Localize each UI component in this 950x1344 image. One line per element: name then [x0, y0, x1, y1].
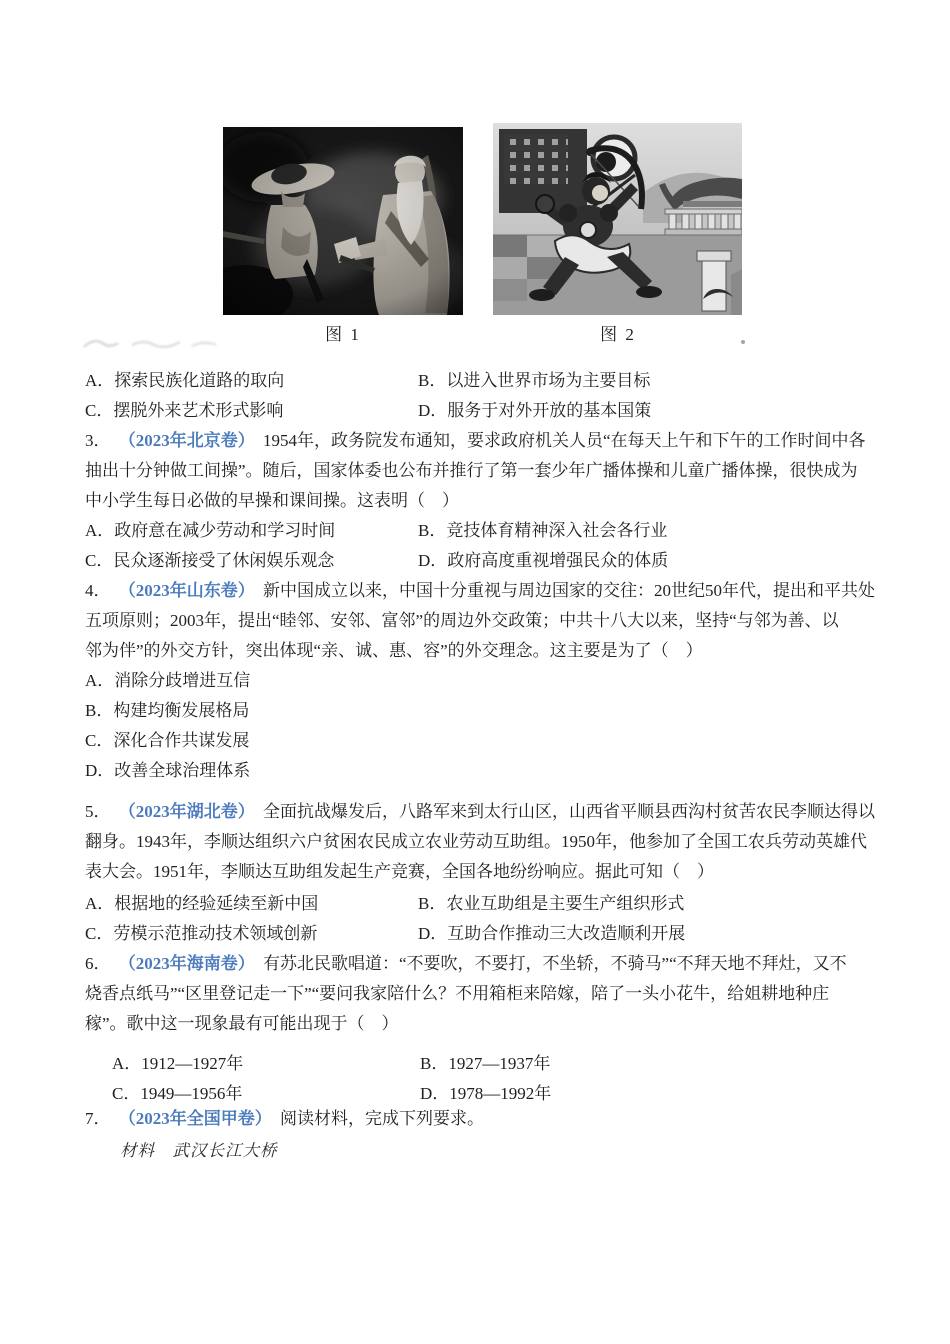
q2-option-a: A．探索民族化道路的取向 [85, 371, 285, 390]
q5-option-c: C．劳模示范推动技术领域创新 [85, 924, 318, 943]
q6-source-tag: （2023年海南卷） [118, 954, 255, 973]
figure-1-caption: 图 1 [325, 325, 361, 344]
q7-number: 7． [85, 1109, 111, 1128]
q6-line-1 [85, 949, 847, 979]
q3-option-a: A．政府意在减少劳动和学习时间 [85, 521, 336, 540]
q6-text-1: 有苏北民歌唱道：“不要吹，不要打，不坐轿，不骑马”“不拜天地不拜灶，又不 [263, 954, 847, 973]
q6-line-2: 烧香点纸马”“区里登记走一下”“要问我家陪什么？不用箱柜来陪嫁，陪了一头小花牛，给姐耕地种庄 [85, 984, 830, 1003]
q4-number: 4． [85, 581, 111, 600]
q6-line-3: 稼”。歌中这一现象最有可能出现于（ ） [85, 1014, 399, 1033]
q3-line-2: 抽出十分钟做工间操”。随后，国家体委也公布并推行了第一套少年广播体操和儿童广播体操，很快成为 [85, 461, 858, 480]
q4-option-d: D．改善全球治理体系 [85, 761, 251, 780]
q5-option-a: A．根据地的经验延续至新中国 [85, 894, 319, 913]
q6-options-row-1 [85, 1049, 551, 1079]
figure-2-image [493, 123, 742, 315]
q2-options-row-2 [85, 396, 652, 426]
q7-line-1 [85, 1104, 484, 1134]
figure-2-caption: 图 2 [600, 325, 636, 344]
q3-line-3: 中小学生每日必做的早操和课间操。这表明（ ） [85, 491, 459, 510]
q4-option-a: A．消除分歧增进互信 [85, 671, 251, 690]
q5-text-1: 全面抗战爆发后，八路军来到太行山区，山西省平顺县西沟村贫苦农民李顺达得以 [263, 802, 875, 821]
q3-source-tag: （2023年北京卷） [118, 431, 255, 450]
q7-text-1: 阅读材料，完成下列要求。 [280, 1109, 484, 1128]
q3-number: 3． [85, 431, 111, 450]
q5-options-row-1 [85, 889, 685, 919]
q2-option-c: C．摆脱外来艺术形式影响 [85, 401, 284, 420]
q4-source-tag: （2023年山东卷） [118, 581, 255, 600]
q7-material-label: 材料 武汉长江大桥 [120, 1141, 278, 1160]
q5-option-b: B．农业互助组是主要生产组织形式 [418, 894, 685, 913]
q5-line-3: 表大会。1951年，李顺达互助组发起生产竞赛，全国各地纷纷响应。据此可知（ ） [85, 862, 714, 881]
q5-line-2: 翻身。1943年，李顺达组织六户贫困农民成立农业劳动互助组。1950年，他参加了全国工农兵劳动英雄代 [85, 832, 867, 851]
q3-option-c: C．民众逐渐接受了休闲娱乐观念 [85, 551, 335, 570]
q5-source-tag: （2023年湖北卷） [118, 802, 255, 821]
q6-number: 6． [85, 954, 111, 973]
q5-line-1 [85, 797, 875, 827]
q5-options-row-2 [85, 919, 686, 949]
q4-option-c: C．深化合作共谋发展 [85, 731, 250, 750]
q4-line-2: 五项原则；2003年，提出“睦邻、安邻、富邻”的周边外交政策；中共十八大以来，坚持“与邻为善、以 [85, 611, 839, 630]
q3-options-row-2 [85, 546, 669, 576]
figure-1-image [223, 127, 463, 315]
q4-line-3: 邻为伴”的外交方针，突出体现“亲、诚、惠、容”的外交理念。这主要是为了（ ） [85, 641, 703, 660]
q3-text-1: 1954年，政务院发布通知，要求政府机关人员“在每天上午和下午的工作时间中各 [263, 431, 866, 450]
q3-options-row-1 [85, 516, 668, 546]
q4-text-1: 新中国成立以来，中国十分重视与周边国家的交往：20世纪50年代，提出和平共处 [263, 581, 875, 600]
q6-option-d: D．1978—1992年 [420, 1084, 552, 1103]
q4-line-1 [85, 576, 875, 606]
q3-option-b: B．竞技体育精神深入社会各行业 [418, 521, 668, 540]
q2-option-b: B．以进入世界市场为主要目标 [418, 371, 651, 390]
q6-option-a: A．1912—1927年 [112, 1054, 244, 1073]
q7-source-tag: （2023年全国甲卷） [118, 1109, 272, 1128]
q5-number: 5． [85, 802, 111, 821]
q2-option-d: D．服务于对外开放的基本国策 [418, 401, 652, 420]
q5-option-d: D．互助合作推动三大改造顺利开展 [418, 924, 686, 943]
scan-dot-artifact [741, 340, 745, 344]
q2-options-row-1 [85, 366, 651, 396]
q6-option-c: C．1949—1956年 [112, 1084, 243, 1103]
q3-option-d: D．政府高度重视增强民众的体质 [418, 551, 669, 570]
q4-option-b: B．构建均衡发展格局 [85, 701, 250, 720]
q3-line-1 [85, 426, 866, 456]
q6-option-b: B．1927—1937年 [420, 1054, 551, 1073]
scan-smudge-artifact [80, 331, 230, 355]
